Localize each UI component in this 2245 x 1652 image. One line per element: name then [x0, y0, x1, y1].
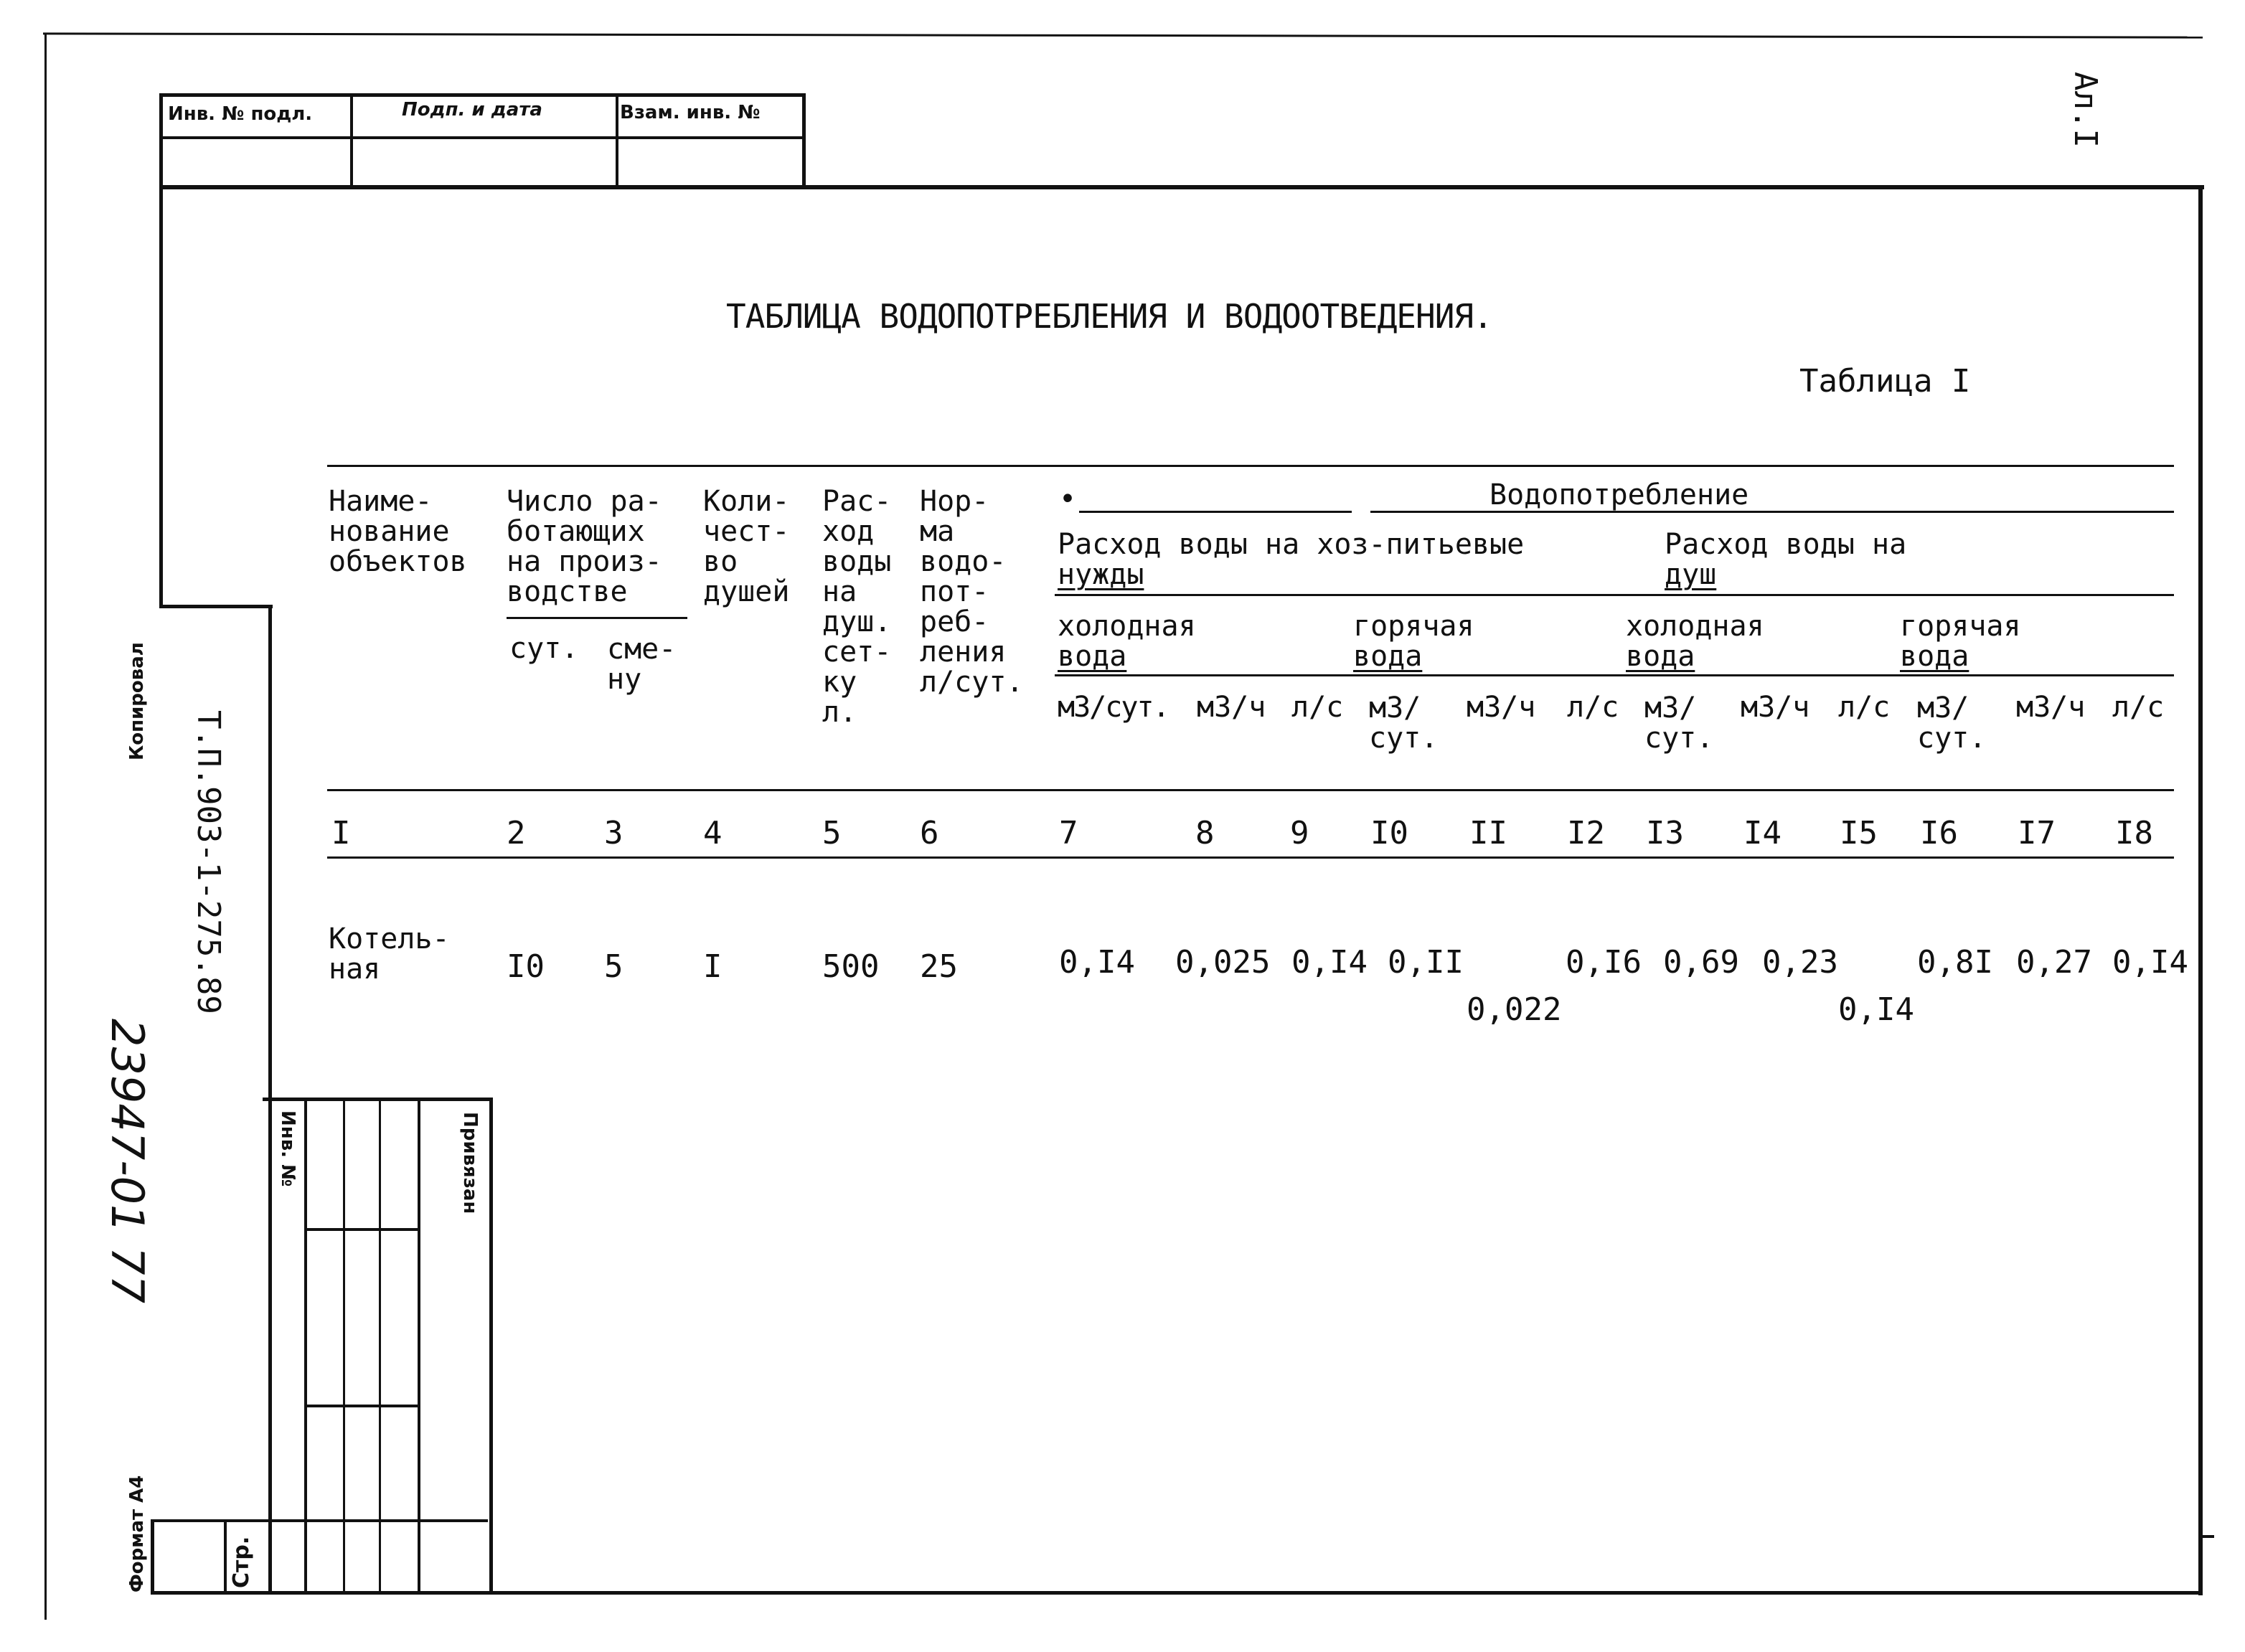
cell-18: 0,I4	[2112, 944, 2188, 981]
header-consumption: Водопотребление	[1489, 478, 1749, 511]
frame-top	[159, 185, 2204, 189]
cell-14: 0,23	[1762, 944, 1838, 981]
frame-left	[159, 185, 163, 608]
sheet-mark: Ал.I	[2067, 72, 2104, 148]
row-name: Котель- ная	[329, 922, 450, 986]
unit-18: л/с	[2112, 691, 2165, 724]
stamp-inv-podl: Инв. № подл.	[168, 103, 313, 125]
side-privyazan: Привязан	[459, 1112, 481, 1214]
colnum-10: I0	[1370, 815, 1408, 851]
header-household: Расход воды на хоз-питьевые нужды	[1058, 528, 1525, 591]
frame-bottom	[151, 1591, 2203, 1595]
unit-9: л/с	[1291, 691, 1344, 724]
colnum-17: I7	[2018, 815, 2056, 851]
unit-15: л/с	[1838, 691, 1891, 724]
unit-11: м3/ч	[1467, 691, 1536, 724]
rule-dot-left	[1079, 511, 1352, 513]
header-hot: горячая вода	[1353, 610, 1474, 673]
cell-13: 0,69	[1663, 944, 1739, 981]
outer-left-line	[44, 34, 47, 1620]
header-dot: •	[1059, 483, 1077, 516]
side-format: Формат А4	[126, 1475, 148, 1592]
side-page-no: 77	[101, 1247, 154, 1303]
cell-9: 0,I4	[1291, 944, 1368, 981]
cell-12: 0,I6	[1566, 944, 1642, 981]
unit-7: м3/сут.	[1058, 691, 1169, 724]
side-str: Стр.	[229, 1536, 254, 1588]
colnum-15: I5	[1840, 815, 1878, 851]
header-sut: сут.	[509, 632, 579, 665]
header-cold: холодная вода	[1058, 610, 1196, 673]
page-title: ТАБЛИЦА ВОДОПОТРЕБЛЕНИЯ И ВОДООТВЕДЕНИЯ.	[726, 297, 1492, 336]
side-kopiroval: Копировал	[126, 642, 148, 760]
colnum-4: 4	[703, 815, 723, 851]
frame-right-tick	[2198, 1535, 2214, 1538]
colnum-3: 3	[604, 815, 623, 851]
table-label: Таблица I	[1799, 363, 1971, 400]
colnum-2: 2	[507, 815, 526, 851]
stamp-vzam-inv: Взам. инв. №	[620, 102, 761, 123]
cell-3: 5	[604, 948, 623, 985]
cell-5: 500	[822, 948, 880, 985]
side-archive-no: 23947-01	[101, 1019, 154, 1233]
colnum-13: I3	[1646, 815, 1684, 851]
header-showers: Коли- чест- во душей	[703, 485, 790, 608]
side-inv-no: Инв. №	[277, 1110, 298, 1187]
colnum-18: I8	[2115, 815, 2153, 851]
header-smenu: сме- ну	[607, 633, 677, 696]
header-cold-2: холодная вода	[1626, 610, 1764, 673]
cell-10: 0,II	[1388, 944, 1464, 981]
rule-workers	[507, 617, 687, 619]
rule-purpose	[1055, 594, 2174, 596]
colnum-14: I4	[1743, 815, 1782, 851]
colnum-11: II	[1469, 815, 1507, 851]
cell-8: 0,025	[1175, 944, 1271, 981]
header-norm: Нор- ма водо- пот- реб- ления л/сут.	[920, 485, 1024, 699]
header-hot-2: горячая вода	[1900, 610, 2021, 673]
header-shower-use: Расход воды на душ	[1665, 528, 1907, 591]
rule-subgroups	[1055, 674, 2174, 676]
unit-16: м3/ сут.	[1917, 692, 1987, 755]
unit-8: м3/ч	[1197, 691, 1266, 724]
stamp-podp-data: Подп. и дата	[402, 99, 542, 121]
outer-top-line	[43, 32, 2203, 38]
header-name: Наиме- нование объектов	[329, 485, 467, 578]
colnum-16: I6	[1920, 815, 1958, 851]
rule-header-bottom	[327, 789, 2174, 791]
rule-numbers-bottom	[327, 856, 2174, 859]
header-workers: Число ра- ботающих на произ- водстве	[507, 485, 662, 608]
unit-14: м3/ч	[1741, 691, 1810, 724]
unit-13: м3/ сут.	[1644, 692, 1714, 755]
colnum-8: 8	[1195, 815, 1215, 851]
table-top-rule	[327, 465, 2174, 467]
colnum-7: 7	[1059, 815, 1078, 851]
side-doc-code: Т.П.903-1-275.89	[190, 710, 227, 1014]
cell-6: 25	[920, 948, 958, 985]
colnum-12: I2	[1567, 815, 1605, 851]
unit-12: л/с	[1567, 691, 1619, 724]
frame-right	[2198, 185, 2203, 1595]
cell-2: I0	[507, 948, 545, 985]
cell-4: I	[703, 948, 723, 985]
unit-10: м3/ сут.	[1369, 692, 1439, 755]
header-flow: Рас- ход воды на душ. сет- ку л.	[822, 485, 892, 729]
colnum-9: 9	[1290, 815, 1309, 851]
unit-17: м3/ч	[2016, 691, 2086, 724]
cell-17: 0,27	[2016, 944, 2092, 981]
colnum-6: 6	[920, 815, 939, 851]
cell-11: 0,022	[1467, 991, 1562, 1028]
colnum-1: I	[331, 815, 351, 851]
cell-16: 0,8I	[1917, 944, 1993, 981]
cell-15: 0,I4	[1838, 991, 1914, 1028]
colnum-5: 5	[822, 815, 842, 851]
cell-7: 0,I4	[1059, 944, 1135, 981]
